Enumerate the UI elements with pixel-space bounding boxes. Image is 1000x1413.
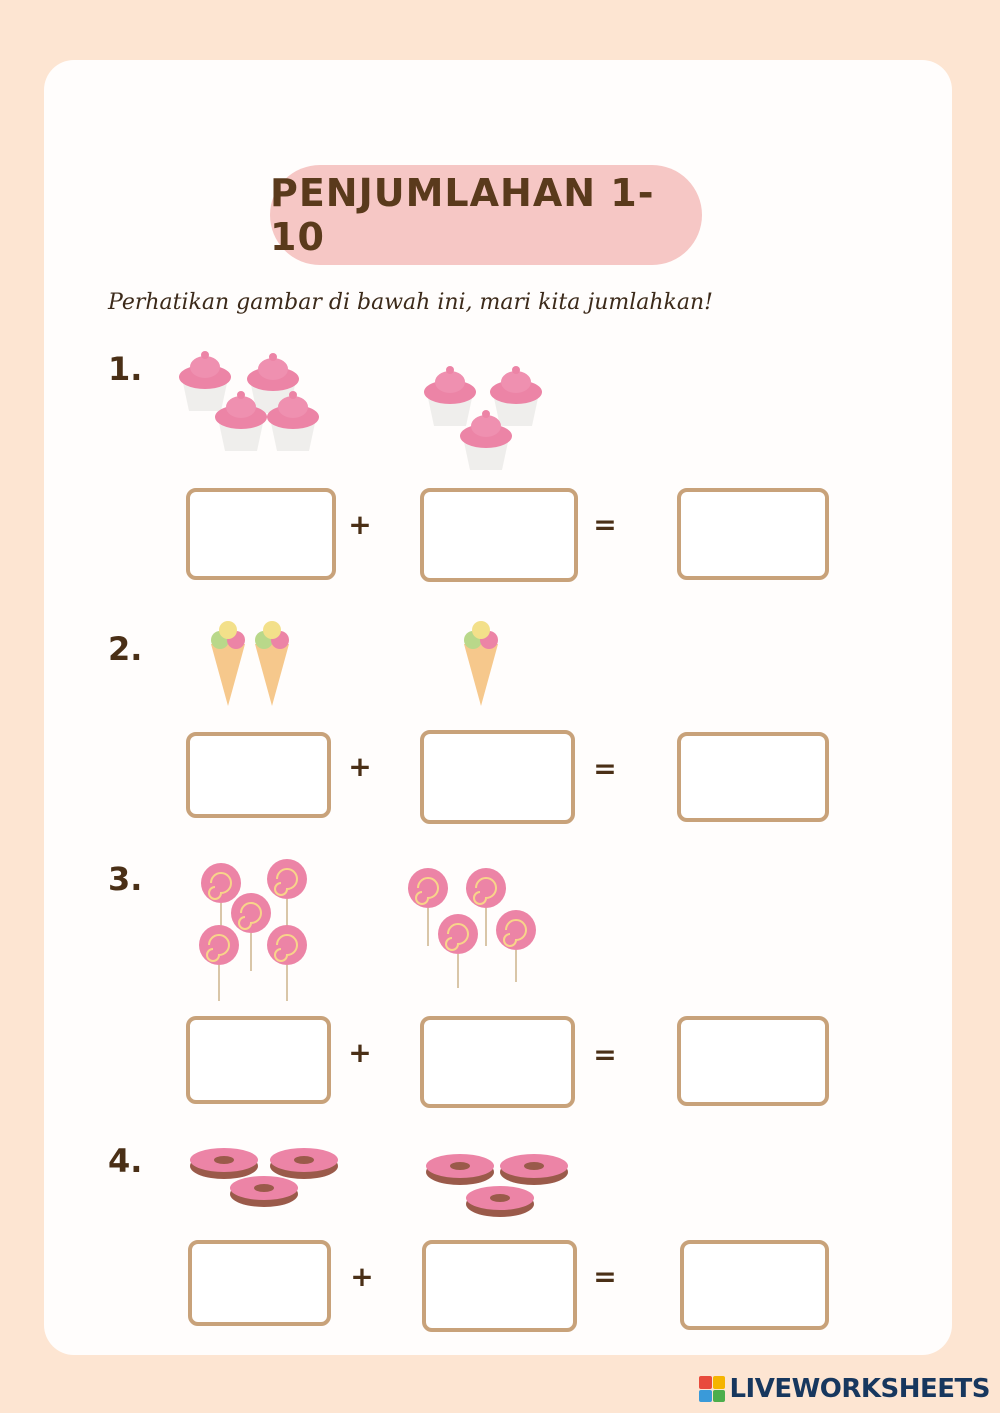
- answer-box-addend-1[interactable]: [188, 1240, 331, 1326]
- question-3-right-lollipops: [404, 864, 544, 992]
- lollipop-icon: [496, 910, 536, 982]
- plus-sign: +: [350, 1260, 374, 1293]
- answer-box-addend-2[interactable]: [420, 1016, 575, 1108]
- question-4-left-donuts: [188, 1142, 353, 1212]
- liveworksheets-logo-icon: [699, 1376, 725, 1402]
- answer-box-sum[interactable]: [677, 488, 829, 580]
- cupcake-icon: [424, 366, 476, 426]
- equals-sign: =: [593, 1260, 617, 1293]
- donut-icon: [270, 1148, 338, 1179]
- answer-box-addend-1[interactable]: [186, 488, 336, 580]
- answer-box-addend-1[interactable]: [186, 1016, 331, 1104]
- answer-box-sum[interactable]: [677, 732, 829, 822]
- donut-icon: [190, 1148, 258, 1179]
- instruction-text: Perhatikan gambar di bawah ini, mari kita jumlahkan!: [108, 290, 714, 315]
- answer-box-addend-2[interactable]: [420, 488, 578, 582]
- equals-sign: =: [593, 1038, 617, 1071]
- question-number: 4.: [108, 1142, 143, 1180]
- plus-sign: +: [348, 508, 372, 541]
- lollipop-icon: [231, 893, 271, 971]
- donut-icon: [500, 1154, 568, 1185]
- question-3-left-lollipops: [193, 855, 318, 1005]
- answer-box-sum[interactable]: [677, 1016, 829, 1106]
- cupcake-icon: [490, 366, 542, 426]
- brand-name: LIVEWORKSHEETS: [729, 1374, 990, 1404]
- donut-icon: [230, 1176, 298, 1207]
- cupcake-icon: [179, 351, 231, 411]
- question-1-right-cupcakes: [420, 360, 550, 470]
- question-number: 1.: [108, 350, 143, 388]
- donut-icon: [426, 1154, 494, 1185]
- ice-cream-cone-icon: [464, 621, 498, 706]
- lollipop-icon: [199, 925, 239, 1001]
- question-2-left-ice-creams: [205, 618, 295, 708]
- question-number: 3.: [108, 860, 143, 898]
- donut-icon: [466, 1186, 534, 1217]
- page-title: PENJUMLAHAN 1-10: [270, 171, 655, 259]
- lollipop-icon: [438, 914, 478, 988]
- equals-sign: =: [593, 752, 617, 785]
- question-1-left-cupcakes: [175, 345, 325, 455]
- equals-sign: =: [593, 508, 617, 541]
- ice-cream-cone-icon: [211, 621, 245, 706]
- question-4-right-donuts: [422, 1150, 574, 1222]
- lollipop-icon: [267, 925, 307, 1001]
- title-banner: [270, 165, 702, 265]
- answer-box-sum[interactable]: [680, 1240, 829, 1330]
- answer-box-addend-2[interactable]: [422, 1240, 577, 1332]
- plus-sign: +: [348, 750, 372, 783]
- answer-box-addend-2[interactable]: [420, 730, 575, 824]
- answer-box-addend-1[interactable]: [186, 732, 331, 818]
- plus-sign: +: [348, 1036, 372, 1069]
- liveworksheets-logo: [699, 1374, 990, 1404]
- question-2-right-ice-creams: [458, 618, 508, 708]
- question-number: 2.: [108, 630, 143, 668]
- ice-cream-cone-icon: [255, 621, 289, 706]
